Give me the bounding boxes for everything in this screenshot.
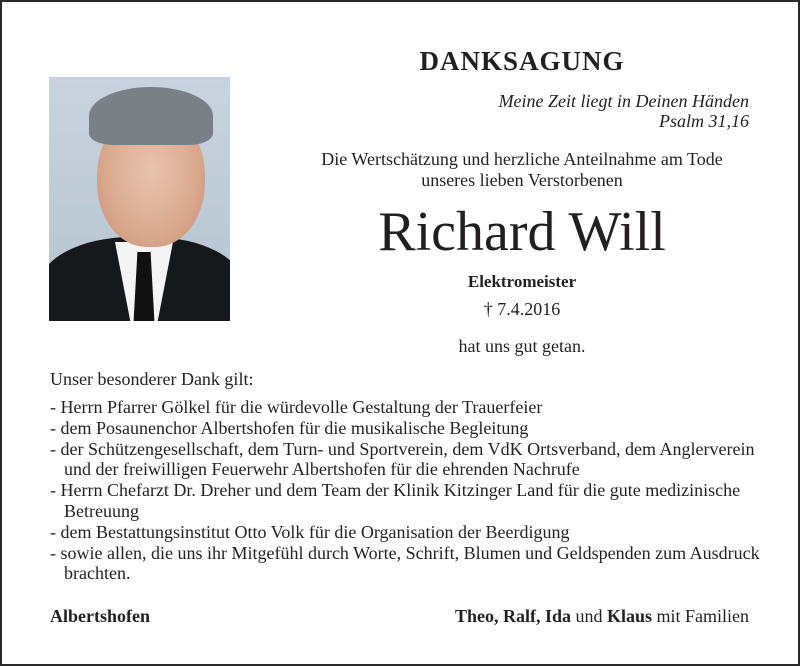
portrait-photo bbox=[49, 77, 230, 321]
bible-verse bbox=[499, 91, 749, 131]
intro-line-1: Die Wertschätzung und herzliche Anteilnahme am Tode bbox=[321, 149, 723, 169]
deceased-profession: Elektromeister bbox=[467, 272, 577, 291]
portrait-hair bbox=[89, 87, 213, 145]
list-item: - dem Bestattungsinstitut Otto Volk für die Organisation der Beerdigung bbox=[50, 521, 570, 542]
verse-reference: Psalm 31,16 bbox=[659, 111, 749, 131]
thanks-heading: Unser besonderer Dank gilt: bbox=[50, 369, 254, 389]
notice-heading: DANKSAGUNG bbox=[419, 46, 625, 76]
place-name: Albertshofen bbox=[50, 606, 150, 626]
signer-suffix: mit Familien bbox=[652, 606, 749, 626]
list-item: - sowie allen, die uns ihr Mitgefühl durch Worte, Schrift, Blumen und Geldspenden zum Ausdruck brachten. bbox=[50, 542, 760, 584]
list-item: - dem Posaunenchor Albertshofen für die musikalische Begleitung bbox=[50, 417, 529, 438]
list-item: - Herrn Pfarrer Gölkel für die würdevolle Gestaltung der Trauerfeier bbox=[50, 397, 543, 417]
verse-text: Meine Zeit liegt in Deinen Händen bbox=[498, 91, 749, 111]
signer-names: Theo, Ralf, Ida bbox=[454, 606, 571, 626]
signer-connector: und bbox=[570, 606, 607, 626]
list-item: - Herrn Chefarzt Dr. Dreher und dem Team der Klinik Kitzinger Land für die gute medizinische Betreuung bbox=[50, 480, 741, 521]
intro-text bbox=[262, 149, 782, 191]
thanks-list bbox=[50, 397, 770, 584]
deceased-name: Richard Will bbox=[378, 201, 666, 263]
signers bbox=[455, 606, 749, 627]
closing-phrase: hat uns gut getan. bbox=[458, 336, 586, 356]
signer-name-last: Klaus bbox=[606, 606, 652, 626]
list-item: - der Schützengesellschaft, dem Turn- und Sportverein, dem VdK Ortsverband, dem Anglerverein und der freiwilligen Feuerwehr Albertshofen für die ehrenden Nachrufe bbox=[50, 438, 755, 480]
intro-line-2: unseres lieben Verstorbenen bbox=[421, 170, 623, 190]
death-date: † 7.4.2016 bbox=[483, 299, 561, 319]
